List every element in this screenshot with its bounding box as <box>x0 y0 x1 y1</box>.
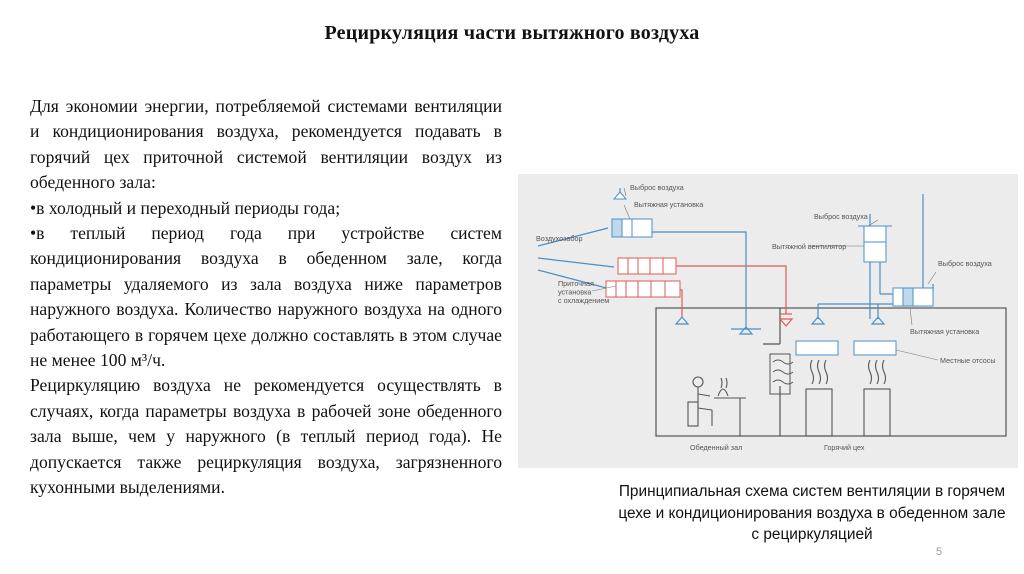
body-text <box>30 94 502 501</box>
bullet-item-1 <box>30 196 502 221</box>
label-exhaust-right2: Выброс воздуха <box>938 259 992 268</box>
label-air-intake: Воздухозабор <box>536 234 583 243</box>
label-supply-unit-line-3: с охлаждением <box>558 296 610 305</box>
exhaust-fan-right <box>858 226 892 262</box>
label-exhaust-unit-top: Вытяжная установка <box>634 200 704 209</box>
exhaust-unit-top <box>612 192 652 237</box>
exhaust-unit-right <box>893 288 933 306</box>
label-hot-shop: Горячий цех <box>824 443 865 452</box>
supply-diffusers <box>780 319 792 326</box>
intro-paragraph: Для экономии энергии, потребляемой системами вентиляции и кондиционирования воздуха, рекомендуется подавать в горячий цех приточной системой вентиляции воздух из обеденного зала: <box>30 96 502 193</box>
bullet-text: в холодный и переходный периоды года; <box>36 197 341 218</box>
label-supply-unit-line-2: установка <box>558 287 592 297</box>
page-number: 5 <box>936 546 943 558</box>
label-dining-hall: Обеденный зал <box>690 443 743 452</box>
label-supply-unit <box>558 279 609 305</box>
bullet-text: в теплый период года при устройстве систем кондиционирования воздуха в обеденном зале, когда параметры удаляемого из зала воздуха ниже параметров наружного воздуха. Количество наружного воздуха на одного работающего в горячем цехе должно составлять в этом случае не менее 100 м³/ч. <box>30 223 502 371</box>
dining-person <box>688 377 746 436</box>
page-title: Рециркуляция части вытяжного воздуха <box>324 22 700 44</box>
label-exhaust-unit-right: Вытяжная установка <box>910 327 980 336</box>
kitchen-equipment <box>806 360 890 436</box>
supply-unit <box>606 258 680 297</box>
diagram-caption: Принципиальная схема систем вентиляции в горячем цехе и кондиционирования воздуха в обеденном зале с рециркуляцией <box>618 483 1006 543</box>
label-local-exhaust: Местные отсосы <box>940 356 996 365</box>
bullet-marker: • <box>30 223 37 244</box>
bullet-marker: • <box>30 197 37 218</box>
supply-ducts <box>676 266 792 317</box>
ventilation-diagram <box>518 174 1018 468</box>
partition-heater <box>770 354 793 394</box>
bullet-item-2 <box>30 221 502 373</box>
label-exhaust-fan: Вытяжной вентилятор <box>772 242 847 251</box>
label-exhaust-right: Выброс воздуха <box>814 212 868 221</box>
local-exhaust-hoods <box>796 341 896 355</box>
label-exhaust-top: Выброс воздуха <box>630 183 684 192</box>
recirculation-paragraph: Рециркуляцию воздуха не рекомендуется осуществлять в случаях, когда параметры воздуха в рабочей зоне обеденного зала выше, чем у наружного (в теплый период года). Не допускается также рециркуляция воздуха, загрязненного кухонными выделениями. <box>30 375 502 498</box>
label-supply-unit-line-1: Приточная <box>558 279 594 288</box>
